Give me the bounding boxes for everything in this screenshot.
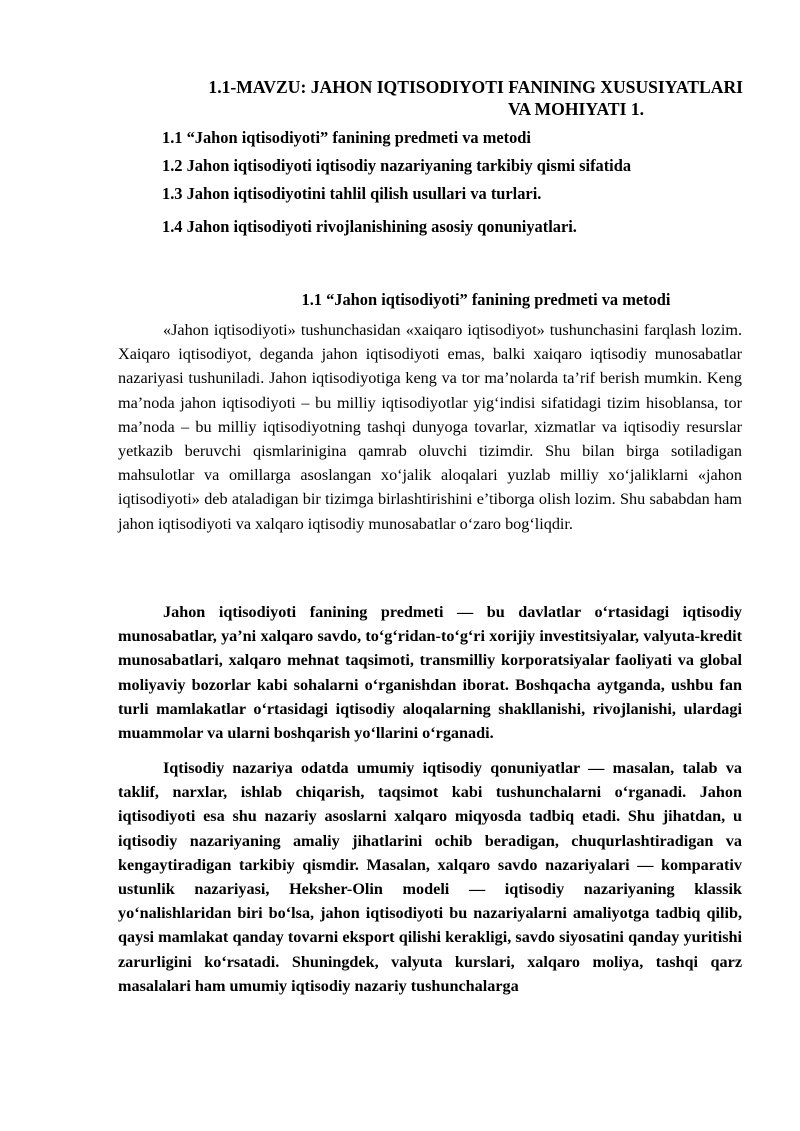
section-title: 1.1 “Jahon iqtisodiyoti” fanining predmeti va metodi <box>301 290 671 309</box>
paragraph-2: Jahon iqtisodiyoti fanining predmeti — bu davlatlar o‘rtasidagi iqtisodiy munosabatlar, ya’ni xalqaro savdo, to‘g‘ridan-to‘g‘ri xorijiy investitsiyalar, valyuta-kredit munosabatlari, xalqaro mehnat taqsimoti, transmilliy korporatsiyalar faoliyati va global moliyaviy bozorlar kabi sohalarni o‘rganishdan iborat. Boshqacha aytganda, ushbu fan turli mamlakatlar o‘rtasidagi iqtisodiy aloqalarning shakllanishi, rivojlanishi, ulardagi muammolar va ularni boshqarish yo‘llarini o‘rganadi. <box>118 603 742 743</box>
table-of-contents <box>162 124 631 241</box>
topic-heading <box>118 76 784 120</box>
paragraph-3: Iqtisodiy nazariya odatda umumiy iqtisodiy qonuniyatlar — masalan, talab va taklif, narxlar, ishlab chiqarish, taqsimot kabi tushunchalarni o‘rganadi. Jahon iqtisodiyoti esa shu nazariy asoslarni xalqaro miqyosda tadbiq etadi. Shu jihatdan, u iqtisodiy nazariyaning amaliy jihatlarini ochib beradigan, chuqurlashtiradigan va kengaytiradigan tarkibiy qismdir. Masalan, xalqaro savdo nazariyalari — komparativ ustunlik nazariyasi, Heksher-Olin modeli — iqtisodiy nazariyaning klassik yo‘nalishlaridan biri bo‘lsa, jahon iqtisodiyoti bu nazariyalarni amaliyotga tadbiq qilib, qaysi mamlakat qanday tovarni eksport qilishi kerakligi, savdo siyosatini qanday yuritishi zarurligini ko‘rsatadi. Shuningdek, valyuta kurslari, xalqaro moliya, tashqi qarz masalalari ham umumiy iqtisodiy nazariy tushunchalarga <box>118 759 742 995</box>
paragraph-1: «Jahon iqtisodiyoti» tushunchasidan «xaiqaro iqtisodiyot» tushunchasini farqlash lozim. Xaiqaro iqtisodiyot, deganda jahon iqtisodiyoti emas, balki xaiqaro iqtisodiy munosabatlar nazariyasi tushuniladi. Jahon iqtisodiyotiga keng va tor ma’nolarda ta’rif berish mumkin. Keng ma’noda jahon iqtisodiyoti – bu milliy iqtisodiyotlar yig‘indisi sifatidagi tizim hisoblansa, tor ma’noda – bu milliy iqtisodiyotning tashqi dunyoga tovarlar, xizmatlar va iqtisodiy resurslar yetkazib beruvchi qismlarinigina qamrab oluvchi tizimdir. Shu bilan birga sotiladigan mahsulotlar va omillarga asoslangan xo‘jalik aloqalari yuzlab milliy xo‘jaliklarni «jahon iqtisodiyoti» deb ataladigan bir tizimga birlashtirishini e’tiborga olish lozim. Shu sababdan ham jahon iqtisodiyoti va xalqaro iqtisodiy munosabatlar o‘zaro bog‘liqdir. <box>118 321 742 533</box>
toc-item-4: 1.4 Jahon iqtisodiyoti rivojlanishining asosiy qonuniyatlari. <box>162 217 577 236</box>
toc-item-2: 1.2 Jahon iqtisodiyoti iqtisodiy nazariyaning tarkibiy qismi sifatida <box>162 156 632 175</box>
toc-item-1: 1.1 “Jahon iqtisodiyoti” fanining predmeti va metodi <box>162 128 531 147</box>
toc-item-3: 1.3 Jahon iqtisodiyotini tahlil qilish usullari va turlari. <box>162 184 542 203</box>
topic-heading-line-2: VA MOHIYATI 1. <box>507 99 645 119</box>
topic-heading-line-1: 1.1-MAVZU: JAHON IQTISODIYOTI FANINING XUSUSIYATLARI <box>208 77 743 97</box>
